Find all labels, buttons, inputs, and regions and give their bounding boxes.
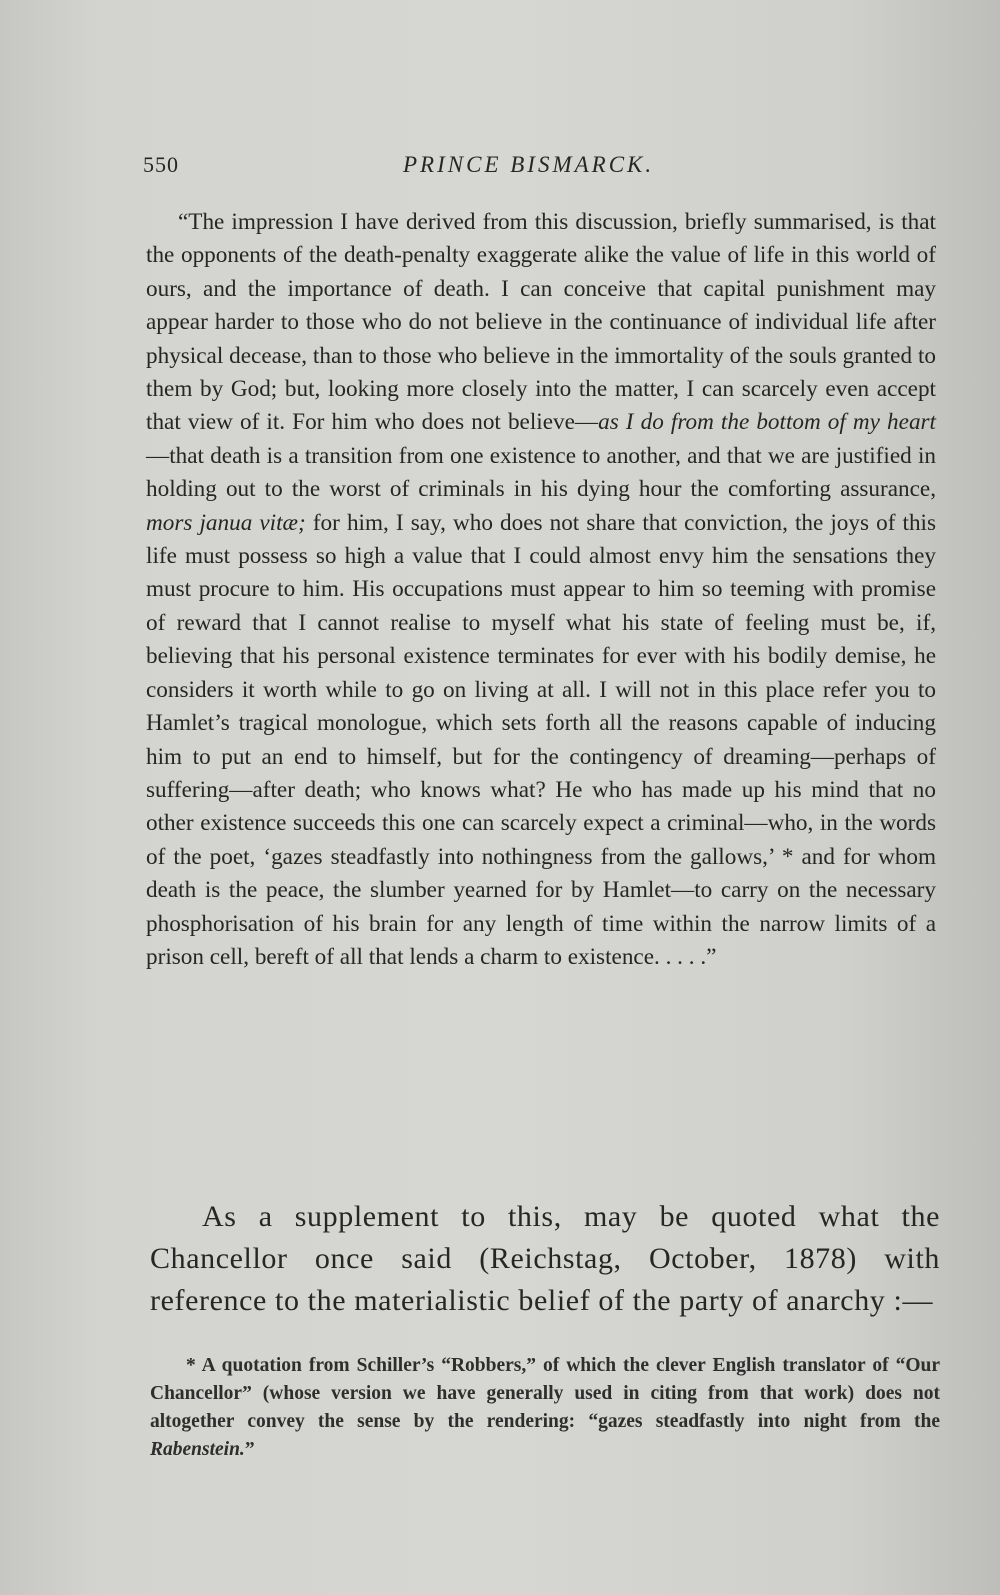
page-number: 550 bbox=[143, 152, 179, 177]
quote-text-2: —that death is a transition from one existence to another, and that we are justified in holding out to the worst of criminals in his dying hour the comforting assurance, bbox=[146, 442, 936, 503]
footnote-italic: Rabenstein. bbox=[150, 1439, 245, 1460]
quoted-speech-paragraph bbox=[146, 206, 936, 974]
page-header bbox=[143, 152, 943, 184]
quote-italic-phrase-1: as I do from the bottom of my heart bbox=[598, 409, 936, 436]
body-paragraph: As a supplement to this, may be quoted what the Chancellor once said (Reichstag, October, 1878) with reference to the materialistic belief of the party of anarchy :— bbox=[150, 1200, 940, 1317]
running-title: PRINCE BISMARCK. bbox=[403, 152, 655, 177]
footnote-text-2: ” bbox=[244, 1439, 255, 1460]
quote-italic-phrase-2: mors janua vitæ; bbox=[146, 509, 306, 536]
footnote-text-1: * A quotation from Schiller’s “Robbers,” of which the clever English translator of “Our Chancellor” (whose version we have generally used in citing from that work) does not altogether convey the sense by the rendering: “gazes steadfastly into night from the bbox=[150, 1355, 940, 1432]
quote-text-1: “The impression I have derived from this discussion, briefly summarised, is that the opponents of the death-penalty exaggerate alike the value of life in this world of ours, and the importance of death. I can conceive that capital punishment may appear harder to those who do not believe in the continuance of individual life after physical decease, than to those who believe in the immortality of the souls granted to them by God; but, looking more closely into the matter, I can scarcely even accept that view of it. For him who does not believe— bbox=[146, 209, 936, 436]
quote-text-3: for him, I say, who does not share that conviction, the joys of this life must possess so high a value that I could almost envy him the sensations they must procure to him. His occupations must appear to him so teeming with promise of reward that I cannot realise to myself what his state of feeling must be, if, believing that his personal existence terminates for ever with his bodily demise, he considers it worth while to go on living at all. I will not in this place refer you to Hamlet’s tragical monologue, which sets forth all the reasons capable of inducing him to put an end to himself, but for the contingency of dreaming—perhaps of suffering—after death; who knows what? He who has made up his mind that no other existence succeeds this one can scarcely expect a criminal—who, in the words of the poet, ‘gazes steadfastly into nothingness from the gallows,’ * and for whom death is the peace, the slumber yearned for by Hamlet—to carry on the necessary phosphorisation of his brain for any length of time within the narrow limits of a prison cell, bereft of all that lends a charm to existence. . . . .” bbox=[146, 509, 936, 970]
footnote bbox=[150, 1352, 940, 1464]
